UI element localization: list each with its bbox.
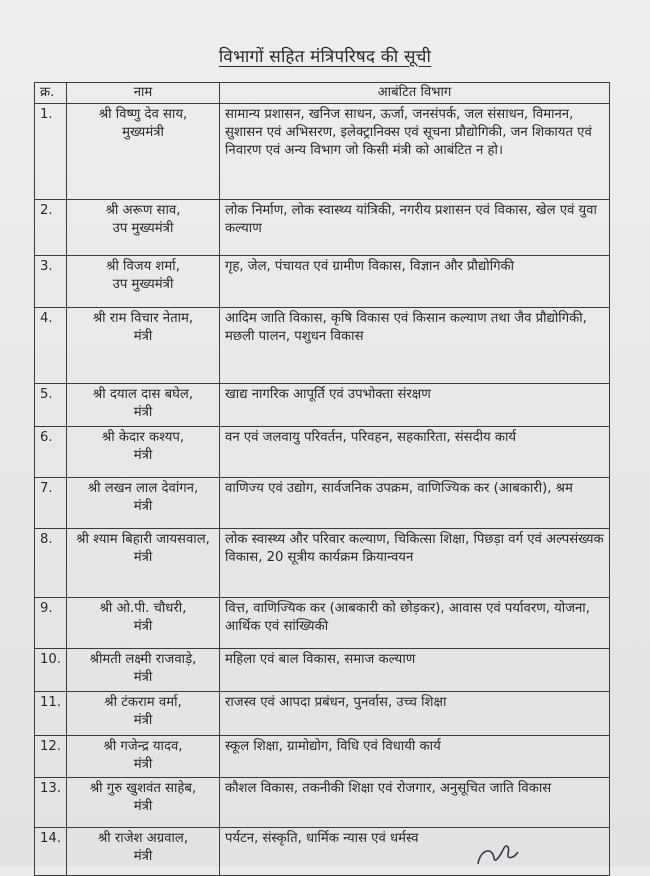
allocated-departments: पर्यटन, संस्कृति, धार्मिक न्यास एवं धर्मस्व [220,828,610,876]
allocated-departments: महिला एवं बाल विकास, समाज कल्याण [220,649,610,692]
table-row [35,529,610,598]
allocated-departments: कौशल विकास, तकनीकी शिक्षा एवं रोजगार, अनुसूचित जाति विकास [220,778,610,828]
minister-name: श्री राजेश अग्रवाल, मंत्री [67,828,220,876]
allocated-departments: राजस्व एवं आपदा प्रबंधन, पुनर्वास, उच्च शिक्षा [220,692,610,736]
allocated-departments: आदिम जाति विकास, कृषि विकास एवं किसान कल्याण तथा जैव प्रौद्योगिकी, मछली पालन, पशुधन विकास [220,308,610,384]
row-serial: 1. [35,104,67,200]
row-serial: 13. [35,778,67,828]
minister-name: श्रीमती लक्ष्मी राजवाड़े, मंत्री [67,649,220,692]
row-serial: 12. [35,736,67,778]
page-title: विभागों सहित मंत्रिपरिषद की सूची [218,47,432,67]
signature-mark [470,836,530,866]
allocated-departments: वन एवं जलवायु परिवर्तन, परिवहन, सहकारिता, संसदीय कार्य [220,427,610,478]
header-serial: क्र. [35,83,67,104]
table-header-row [35,83,610,104]
table-row [35,736,610,778]
table-row [35,478,610,529]
allocated-departments: सामान्य प्रशासन, खनिज साधन, ऊर्जा, जनसंपर्क, जल संसाधन, विमानन, सुशासन एवं अभिसरण, इलेक्ट्रानिक्स एवं सूचना प्रौद्योगिकी, जन शिकायत एवं निवारण एवं अन्य विभाग जो किसी मंत्री को आबंटित न हो। [220,104,610,200]
row-serial: 6. [35,427,67,478]
table-row [35,104,610,200]
table-row [35,427,610,478]
row-serial: 7. [35,478,67,529]
row-serial: 3. [35,256,67,308]
allocated-departments: गृह, जेल, पंचायत एवं ग्रामीण विकास, विज्ञान और प्रौद्योगिकी [220,256,610,308]
row-serial: 4. [35,308,67,384]
minister-name: श्री विष्णु देव साय, मुख्यमंत्री [67,104,220,200]
header-name: नाम [67,83,220,104]
minister-name: श्री दयाल दास बघेल, मंत्री [67,384,220,427]
allocated-departments: लोक निर्माण, लोक स्वास्थ्य यांत्रिकी, नगरीय प्रशासन एवं विकास, खेल एवं युवा कल्याण [220,200,610,256]
minister-name: श्री ओ.पी. चौधरी, मंत्री [67,598,220,649]
minister-name: श्री गुरु खुशवंत साहेब, मंत्री [67,778,220,828]
minister-name: श्री टंकराम वर्मा, मंत्री [67,692,220,736]
minister-name: श्री लखन लाल देवांगन, मंत्री [67,478,220,529]
minister-name: श्री अरूण साव, उप मुख्यमंत्री [67,200,220,256]
minister-name: श्री केदार कश्यप, मंत्री [67,427,220,478]
table-row [35,692,610,736]
allocated-departments: वित्त, वाणिज्यिक कर (आबकारी को छोड़कर), आवास एवं पर्यावरण, योजना, आर्थिक एवं सांख्यिकी [220,598,610,649]
row-serial: 14. [35,828,67,876]
minister-name: श्री श्याम बिहारी जायसवाल, मंत्री [67,529,220,598]
minister-name: श्री राम विचार नेताम, मंत्री [67,308,220,384]
minister-name: श्री गजेन्द्र यादव, मंत्री [67,736,220,778]
table-row [35,256,610,308]
table-row [35,308,610,384]
row-serial: 11. [35,692,67,736]
allocated-departments: वाणिज्य एवं उद्योग, सार्वजनिक उपक्रम, वाणिज्यिक कर (आबकारी), श्रम [220,478,610,529]
table-row [35,384,610,427]
row-serial: 2. [35,200,67,256]
cabinet-table [34,82,610,876]
row-serial: 8. [35,529,67,598]
row-serial: 10. [35,649,67,692]
table-row [35,649,610,692]
minister-name: श्री विजय शर्मा, उप मुख्यमंत्री [67,256,220,308]
table-row [35,200,610,256]
table-row [35,778,610,828]
allocated-departments: खाद्य नागरिक आपूर्ति एवं उपभोक्ता संरक्षण [220,384,610,427]
allocated-departments: लोक स्वास्थ्य और परिवार कल्याण, चिकित्सा शिक्षा, पिछड़ा वर्ग एवं अल्पसंख्यक विकास, 20 सूत्रीय कार्यक्रम क्रियान्वयन [220,529,610,598]
table-row [35,598,610,649]
row-serial: 9. [35,598,67,649]
row-serial: 5. [35,384,67,427]
allocated-departments: स्कूल शिक्षा, ग्रामोद्योग, विधि एवं विधायी कार्य [220,736,610,778]
header-department: आबंटित विभाग [220,83,610,104]
